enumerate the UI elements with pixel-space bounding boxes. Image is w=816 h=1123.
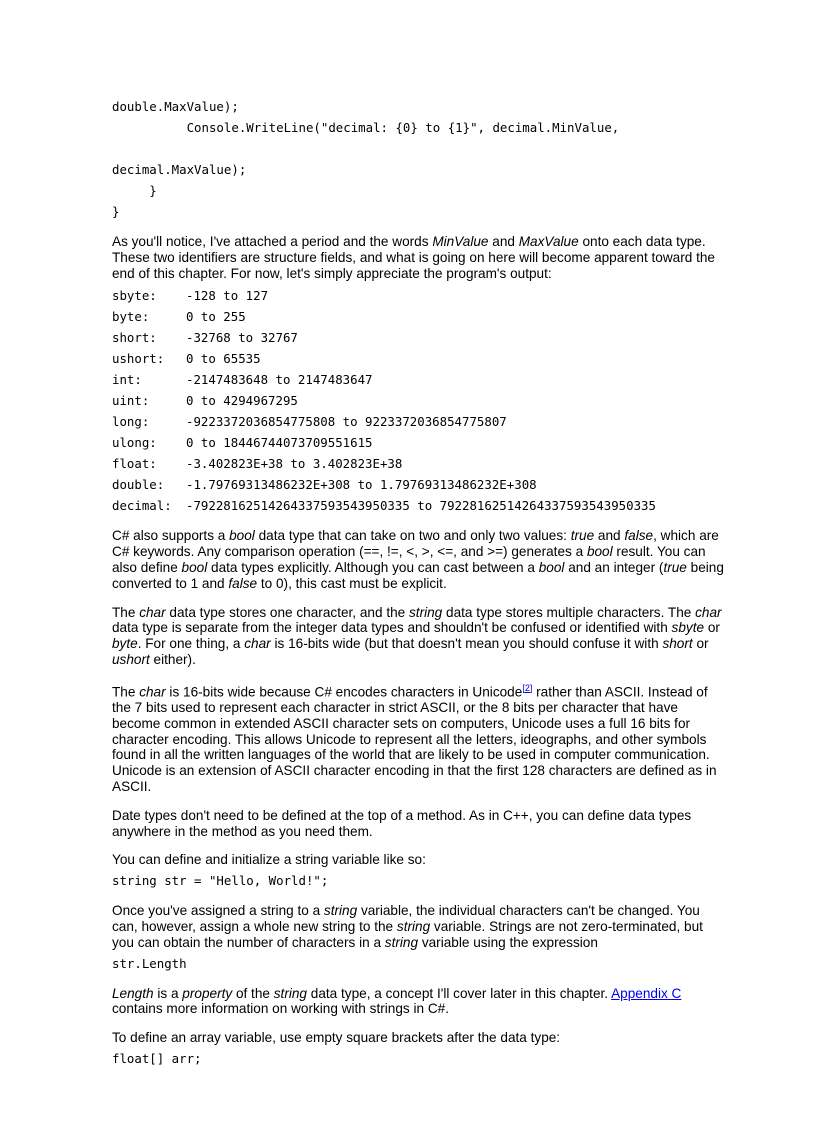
text: onto each data type. These two identifiers are structure fields, and what is going on here will become apparent toward the end of this chapter. For now, let's simply appreciate the program's output:: [112, 234, 715, 281]
text: variable. Strings are not zero-terminated, but you can obtain the number of characters in a: [112, 919, 703, 950]
text-italic: string: [273, 985, 307, 1001]
text-italic: string: [396, 919, 431, 935]
text: rather than ASCII. Instead of the 7 bits used to represent each character in strict ASCII, or the 8 bits per character that have become common in extended ASCII character sets on computers, Unicode uses a full 16 bits for character encoding. This allows Unicode to represent all the letters, ideographs, and other symbols found in all the written languages of the world that are likely to be used in computer communication. Unicode is an extension of ASCII character encoding in that the first 128 characters are defined as in ASCII.: [112, 684, 717, 795]
range-value: 0 to 255: [186, 309, 246, 325]
code-line: double.MaxValue);: [112, 99, 239, 114]
text: and an integer (: [564, 559, 664, 575]
text: is a: [153, 985, 183, 1001]
text-italic: false: [624, 528, 654, 544]
text: data type stores multiple characters. The: [442, 604, 696, 620]
range-value: -79228162514264337593543950335 to 79228162514264337593543950335: [186, 498, 656, 514]
range-value: -32768 to 32767: [186, 330, 298, 346]
text: The: [112, 604, 140, 620]
range-type: double:: [112, 477, 165, 493]
text-italic: bool: [586, 544, 613, 560]
text-italic: false: [228, 575, 258, 591]
text-italic: bool: [181, 559, 208, 575]
range-value: -9223372036854775808 to 9223372036854775807: [186, 414, 507, 430]
paragraph-char: [112, 605, 728, 668]
range-type: byte:: [112, 309, 150, 325]
text: and: [594, 528, 625, 544]
output-ranges: [112, 285, 728, 516]
range-row: [112, 474, 728, 495]
text-italic: bool: [229, 528, 255, 544]
range-type: ushort:: [112, 351, 165, 367]
text: variable, the individual characters can't be changed. You can, however, assign a whole new string to the: [112, 903, 700, 935]
paragraph-unicode: [112, 681, 728, 795]
text-italic: true: [663, 559, 687, 575]
code-string-decl: string str = "Hello, World!";: [112, 873, 329, 889]
text: either).: [149, 651, 196, 667]
range-row: [112, 495, 728, 516]
text: and: [488, 234, 519, 249]
range-type: float:: [112, 456, 157, 472]
text: . For one thing, a: [137, 636, 245, 652]
text: The: [112, 684, 140, 700]
range-type: short:: [112, 330, 157, 346]
text-italic: sbyte: [671, 620, 705, 636]
range-row: [112, 390, 728, 411]
range-row: [112, 411, 728, 432]
code-array-decl: float[] arr;: [112, 1051, 202, 1067]
text: to 0), this cast must be explicit.: [257, 575, 447, 591]
text-italic: string: [384, 934, 419, 950]
range-type: sbyte:: [112, 288, 157, 304]
text-italic: string: [323, 903, 358, 919]
range-type: decimal:: [112, 498, 172, 514]
text-italic: property: [182, 985, 233, 1001]
text-italic: char: [139, 604, 166, 620]
range-value: -3.402823E+38 to 3.402823E+38: [186, 456, 403, 472]
range-value: -1.79769313486232E+308 to 1.79769313486232E+308: [186, 477, 537, 493]
text: of the: [232, 985, 274, 1001]
text: As you'll notice, I've attached a period and the words: [112, 234, 433, 249]
footnote-link[interactable]: [2]: [522, 682, 533, 693]
paragraph-string-intro: You can define and initialize a string variable like so:: [112, 852, 426, 868]
range-row: [112, 327, 728, 348]
range-row: [112, 369, 728, 390]
paragraph-length: [112, 986, 728, 1018]
text: or: [704, 620, 720, 636]
document-page: [112, 96, 728, 1069]
text-italic: Length: [112, 985, 154, 1001]
text: data type, a concept I'll cover later in this chapter.: [307, 985, 612, 1001]
range-type: uint:: [112, 393, 150, 409]
paragraph-array: To define an array variable, use empty square brackets after the data type:: [112, 1030, 561, 1046]
text-italic: ushort: [112, 651, 150, 667]
range-value: 0 to 65535: [186, 351, 261, 367]
range-type: int:: [112, 372, 142, 388]
text-italic: MaxValue: [518, 234, 579, 249]
appendix-c-link[interactable]: Appendix C: [611, 985, 682, 1001]
text-italic: string: [409, 604, 443, 620]
text-italic: char: [139, 684, 166, 700]
paragraph-date-types: Date types don't need to be defined at the top of a method. As in C++, you can define data types anywhere in the method as you need them.: [112, 807, 692, 839]
range-row: [112, 285, 728, 306]
text: variable using the expression: [418, 934, 598, 950]
text-italic: bool: [538, 559, 565, 575]
code-line: }: [112, 204, 120, 219]
text: or: [692, 636, 709, 652]
code-line: Console.WriteLine("decimal: {0} to {1}", decimal.MinValue,: [112, 120, 620, 135]
text-italic: char: [244, 636, 271, 652]
text: contains more information on working with strings in C#.: [112, 1001, 449, 1017]
paragraph-string-immutable: [112, 903, 728, 950]
text-italic: byte: [112, 636, 138, 652]
text: is 16-bits wide (but that doesn't mean you should confuse it with: [270, 636, 663, 652]
text: being converted to 1 and: [112, 559, 724, 591]
range-value: -128 to 127: [186, 288, 269, 304]
range-row: [112, 348, 728, 369]
range-row: [112, 306, 728, 327]
range-type: ulong:: [112, 435, 157, 451]
code-line: }: [112, 183, 157, 198]
text: data types explicitly. Although you can cast between a: [207, 559, 539, 575]
code-line: decimal.MaxValue);: [112, 162, 247, 177]
text: is 16-bits wide because C# encodes characters in Unicode: [165, 684, 523, 700]
text: data type stores one character, and the: [165, 604, 409, 620]
text: data type that can take on two and only two values:: [254, 528, 571, 544]
text-italic: char: [695, 604, 722, 620]
range-value: 0 to 4294967295: [186, 393, 298, 409]
text-italic: true: [570, 528, 595, 544]
paragraph-bool: [112, 528, 728, 591]
text-italic: short: [662, 636, 693, 652]
range-value: -2147483648 to 2147483647: [186, 372, 373, 388]
text: C# also supports a: [112, 528, 230, 544]
code-length: str.Length: [112, 955, 187, 971]
range-row: [112, 453, 728, 474]
range-type: long:: [112, 414, 150, 430]
text: Once you've assigned a string to a: [112, 903, 324, 919]
text-italic: MinValue: [432, 234, 489, 249]
text: , which are C# keywords. Any comparison operation (==, !=, <, >, <=, and >=) generates a: [112, 528, 719, 560]
paragraph-minmax: [112, 234, 728, 281]
range-value: 0 to 18446744073709551615: [186, 435, 373, 451]
text: result. You can also define: [112, 544, 706, 575]
text: data type is separate from the integer data types and shouldn't be confused or identified with: [112, 620, 672, 636]
range-row: [112, 432, 728, 453]
code-block-top: [112, 96, 728, 222]
